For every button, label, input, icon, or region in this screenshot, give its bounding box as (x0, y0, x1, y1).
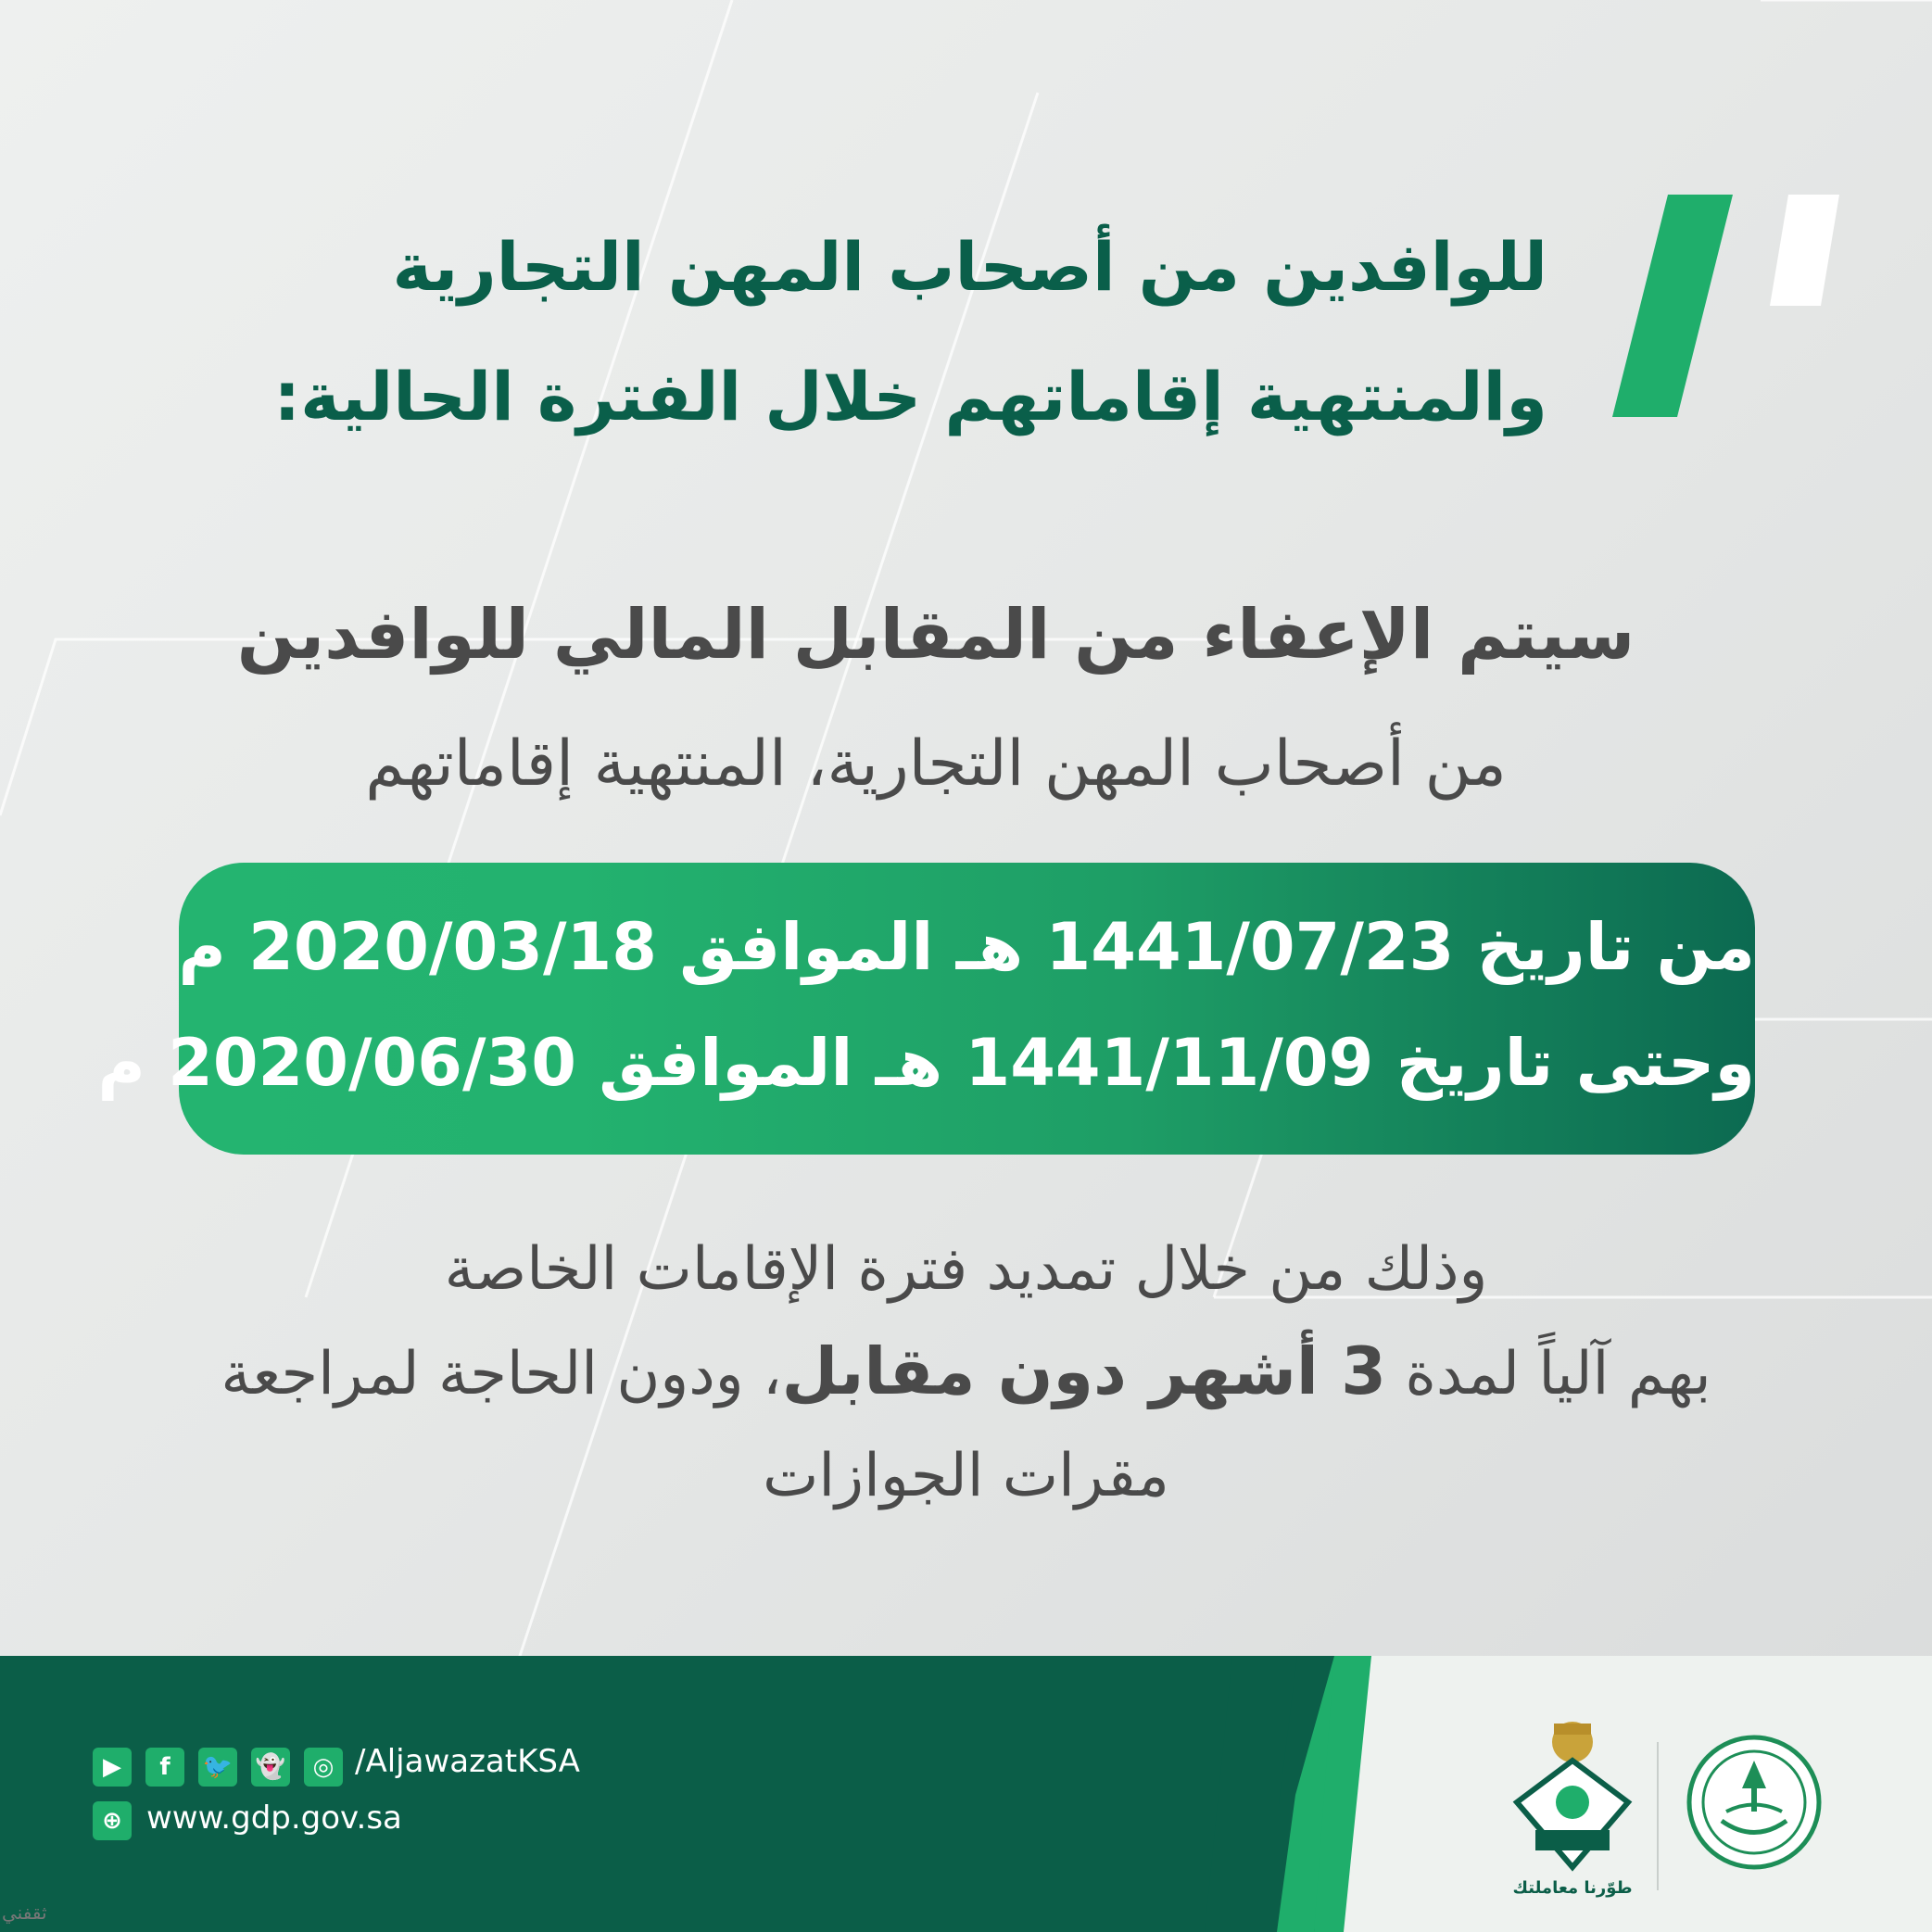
body-line-1: وذلك من خلال تمديد فترة الإقامات الخاصة (444, 1235, 1488, 1304)
intro-line-2: من أصحاب المهن التجارية، المنتهية إقاماتهم (365, 727, 1507, 801)
ministry-emblem (1685, 1733, 1824, 1872)
snapchat-icon[interactable]: 👻 (251, 1748, 290, 1787)
footer-bar (0, 1656, 1334, 1932)
headline-line-2: والمنتهية إقاماتهم خلال الفترة الحالية: (273, 358, 1547, 436)
body-line-2-bold: 3 أشهر دون مقابل (781, 1333, 1387, 1409)
headline-quote-mark (1612, 195, 1853, 436)
instagram-icon[interactable]: ◎ (304, 1748, 343, 1787)
body-line-3: مقرات الجوازات (763, 1442, 1169, 1510)
youtube-icon[interactable]: ▶ (93, 1748, 132, 1787)
headline (273, 202, 1547, 461)
logo-divider (1657, 1742, 1659, 1890)
headline-line-1: للوافدين من أصحاب المهن التجارية (392, 228, 1547, 306)
social-handle[interactable]: /AljawazatKSA (355, 1743, 580, 1780)
jawazat-logo (1503, 1714, 1642, 1890)
globe-icon: ⊕ (93, 1801, 132, 1840)
body-line-2-end: ، ودون الحاجة لمراجعة (221, 1340, 782, 1408)
date-range-end: وحتى تاريخ 1441/11/09 هـ الموافق 2020/06/30 م (97, 1025, 1755, 1101)
facebook-icon[interactable]: f (145, 1748, 184, 1787)
twitter-icon[interactable]: 🐦 (198, 1748, 237, 1787)
body-line-2 (213, 1320, 1719, 1425)
date-range-start: من تاريخ 1441/07/23 هـ الموافق 2020/03/18 م (178, 909, 1755, 985)
logo-tagline: طوّرنا معاملتك (1512, 1878, 1633, 1898)
intro-text (213, 570, 1659, 829)
footer-slashes (1205, 1656, 1446, 1932)
date-range-box (97, 863, 1755, 1155)
body-text (213, 1219, 1719, 1527)
body-line-2-start: بهم آلياً لمدة (1405, 1340, 1711, 1408)
watermark-text: ثقفني (2, 1901, 47, 1924)
website-link[interactable]: www.gdp.gov.sa (146, 1799, 402, 1837)
intro-line-1: سيتم الإعفاء من المقابل المالي للوافدين (236, 595, 1635, 675)
